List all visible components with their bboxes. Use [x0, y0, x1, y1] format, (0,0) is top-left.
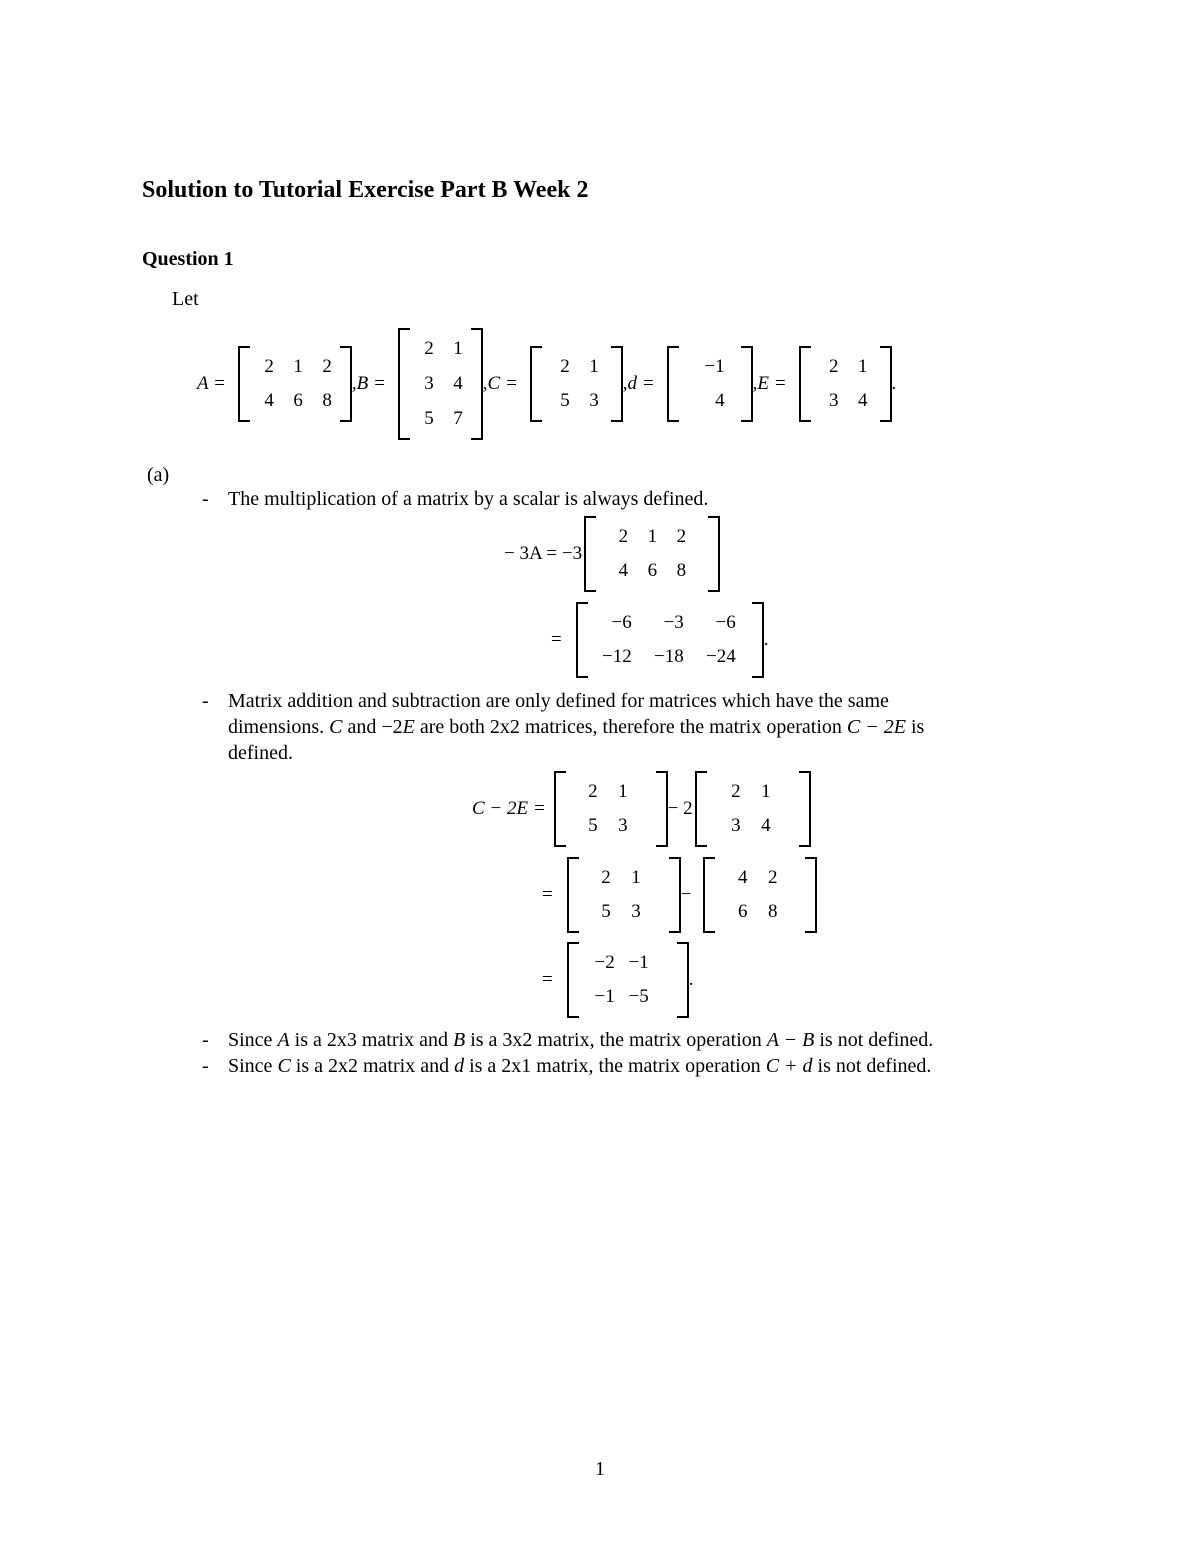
document-title: Solution to Tutorial Exercise Part B Week 2	[142, 177, 589, 203]
calc2-line2	[542, 857, 817, 933]
calc1-line2	[551, 602, 768, 678]
bracket-right	[669, 857, 681, 933]
var-b: B	[452, 1029, 466, 1051]
matrix-entry: 4	[761, 815, 771, 836]
matrix-entry: 3	[424, 372, 434, 394]
matrix-entry: 4	[618, 560, 629, 581]
matrix-entry: 1	[618, 781, 628, 802]
label-c: ,C =	[482, 373, 518, 394]
matrix-entry: 5	[560, 390, 570, 411]
end-punct: .	[891, 373, 897, 394]
matrix-d	[679, 350, 741, 418]
matrix-entry: 4	[264, 390, 274, 411]
matrix-entry: 2	[731, 781, 741, 802]
bullet-4-text	[228, 1053, 931, 1079]
matrix-result	[579, 946, 677, 1014]
calc1-line1	[504, 516, 720, 592]
matrix-e	[811, 350, 880, 418]
text-span: is a 2x1 matrix, the matrix operation	[469, 1055, 761, 1077]
matrix-entry: 3	[631, 901, 641, 922]
matrix-entry: 1	[631, 867, 641, 888]
matrix-entry: 5	[588, 815, 598, 836]
bracket-left	[238, 346, 250, 422]
matrix-entry: −3	[663, 612, 684, 633]
bracket-right	[708, 516, 720, 592]
matrix-entry: −5	[628, 986, 649, 1007]
var-c: C	[329, 716, 343, 738]
label-e: ,E =	[752, 373, 787, 394]
bullet-3-text	[228, 1027, 933, 1053]
matrix-entry: 6	[737, 901, 748, 922]
op-a-b: A − B	[766, 1029, 815, 1051]
calc2-eq3: =	[542, 969, 553, 990]
bullet-dash: -	[202, 488, 209, 510]
matrix-entry: 1	[858, 356, 868, 377]
matrix-3a-result	[588, 606, 752, 674]
end-punct: .	[688, 969, 694, 990]
matrix-entry: 2	[767, 867, 778, 888]
matrix-entry: 5	[424, 407, 434, 429]
matrix-2e	[715, 861, 805, 929]
end-punct: .	[763, 629, 769, 650]
matrix-c	[579, 861, 669, 929]
bracket-left	[530, 346, 542, 422]
matrix-entry: 2	[829, 356, 839, 377]
matrix-entry: 4	[453, 372, 463, 394]
matrix-entry: 8	[767, 901, 778, 922]
bracket-left	[584, 516, 596, 592]
matrix-entry: 3	[731, 815, 741, 836]
bracket-right	[340, 346, 352, 422]
matrix-entry: 2	[264, 356, 274, 377]
let-text: Let	[172, 288, 199, 310]
matrix-entry: 8	[676, 560, 687, 581]
var-a: A	[277, 1029, 290, 1051]
bracket-right	[471, 328, 483, 440]
matrix-entry: −6	[715, 612, 736, 633]
matrix-c	[566, 775, 656, 843]
text-span: Since	[228, 1029, 273, 1051]
text-span: are both 2x2 matrices, therefore the matrix operation	[419, 716, 842, 738]
matrix-entry: 7	[453, 407, 463, 429]
matrix-e	[707, 775, 799, 843]
matrix-entry: 4	[737, 867, 748, 888]
calc2-op2: −	[680, 884, 692, 905]
text-span: dimensions.	[228, 716, 325, 738]
bracket-left	[567, 857, 579, 933]
bracket-left	[695, 771, 707, 847]
matrix-entry: 4	[858, 390, 868, 411]
text-span: is not defined.	[819, 1029, 934, 1051]
matrix-entry: 2	[322, 356, 332, 377]
text-span: is a 3x2 matrix, the matrix operation	[470, 1029, 762, 1051]
matrix-entry: 1	[589, 356, 599, 377]
bullet-2-line3: defined.	[228, 742, 293, 764]
var-d: d	[454, 1055, 465, 1077]
op-c-plus-d: C + d	[765, 1055, 813, 1077]
matrix-entry: 2	[424, 338, 434, 360]
var-e: E	[402, 716, 415, 738]
matrix-entry: 3	[589, 390, 599, 411]
matrix-entry: −24	[706, 646, 736, 667]
bracket-left	[567, 942, 579, 1018]
matrix-3a-input	[596, 520, 694, 588]
bracket-right	[656, 771, 668, 847]
text-span: is a 2x2 matrix and	[295, 1055, 450, 1077]
matrix-entry: 2	[560, 356, 570, 377]
calc1-lhs: − 3A = −3	[504, 543, 583, 564]
matrix-entry: −1	[628, 952, 649, 973]
bullet-1-text: The multiplication of a matrix by a scalar is always defined.	[228, 488, 709, 510]
matrix-a	[250, 350, 340, 418]
matrix-entry: 1	[293, 356, 303, 377]
bracket-right	[799, 771, 811, 847]
bullet-2-line1: Matrix addition and subtraction are only defined for matrices which have the same	[228, 690, 889, 712]
matrix-entry: 3	[829, 390, 839, 411]
bracket-right	[741, 346, 753, 422]
matrix-entry: 2	[618, 526, 629, 547]
question-heading: Question 1	[142, 248, 234, 270]
matrix-entry: −1	[594, 986, 615, 1007]
page-number: 1	[595, 1458, 605, 1480]
bracket-right	[805, 857, 817, 933]
matrix-b	[410, 332, 471, 436]
bracket-left	[667, 346, 679, 422]
matrix-entry: 5	[601, 901, 611, 922]
bullet-dash: -	[202, 1029, 209, 1051]
bracket-left	[576, 602, 588, 678]
bracket-left	[703, 857, 715, 933]
matrix-entry: 3	[618, 815, 628, 836]
text-span: is	[910, 716, 925, 738]
matrix-entry: 2	[676, 526, 687, 547]
text-span: Since	[228, 1055, 273, 1077]
matrix-entry: 8	[322, 390, 332, 411]
calc2-lhs: C − 2E =	[472, 798, 546, 819]
matrix-entry: −18	[654, 646, 684, 667]
bullet-dash: -	[202, 690, 209, 712]
matrix-entry: 6	[293, 390, 303, 411]
part-a-label: (a)	[147, 464, 170, 486]
calc2-line1	[472, 771, 811, 847]
label-a: A =	[197, 373, 226, 394]
text-span: is a 2x3 matrix and	[294, 1029, 448, 1051]
bracket-left	[398, 328, 410, 440]
bracket-right	[752, 602, 764, 678]
var-c: C	[277, 1055, 291, 1077]
text-span: is not defined.	[817, 1055, 932, 1077]
bullet-dash: -	[202, 1055, 209, 1077]
bullet-2-line2	[228, 714, 924, 740]
matrix-entry: −2	[594, 952, 615, 973]
calc2-eq2: =	[542, 884, 553, 905]
text-span: and −2	[347, 716, 403, 738]
bracket-right	[880, 346, 892, 422]
matrix-entry: 1	[647, 526, 658, 547]
matrix-entry: 4	[715, 390, 725, 411]
label-b: ,B =	[351, 373, 386, 394]
matrix-definitions	[197, 328, 896, 440]
calc2-op1: − 2	[667, 798, 693, 819]
matrix-entry: −12	[602, 646, 632, 667]
calc2-line3	[542, 942, 693, 1018]
op-c-2e: C − 2E	[846, 716, 906, 738]
matrix-entry: 1	[761, 781, 771, 802]
matrix-entry: 2	[588, 781, 598, 802]
calc1-eq: =	[551, 629, 562, 650]
bracket-left	[799, 346, 811, 422]
matrix-entry: 2	[601, 867, 611, 888]
matrix-entry: 1	[453, 338, 463, 360]
bracket-right	[677, 942, 689, 1018]
matrix-entry: −6	[611, 612, 632, 633]
bracket-left	[554, 771, 566, 847]
label-d: ,d =	[622, 373, 655, 394]
matrix-entry: 6	[647, 560, 658, 581]
bracket-right	[611, 346, 623, 422]
matrix-c	[542, 350, 611, 418]
matrix-entry: −1	[704, 356, 725, 377]
